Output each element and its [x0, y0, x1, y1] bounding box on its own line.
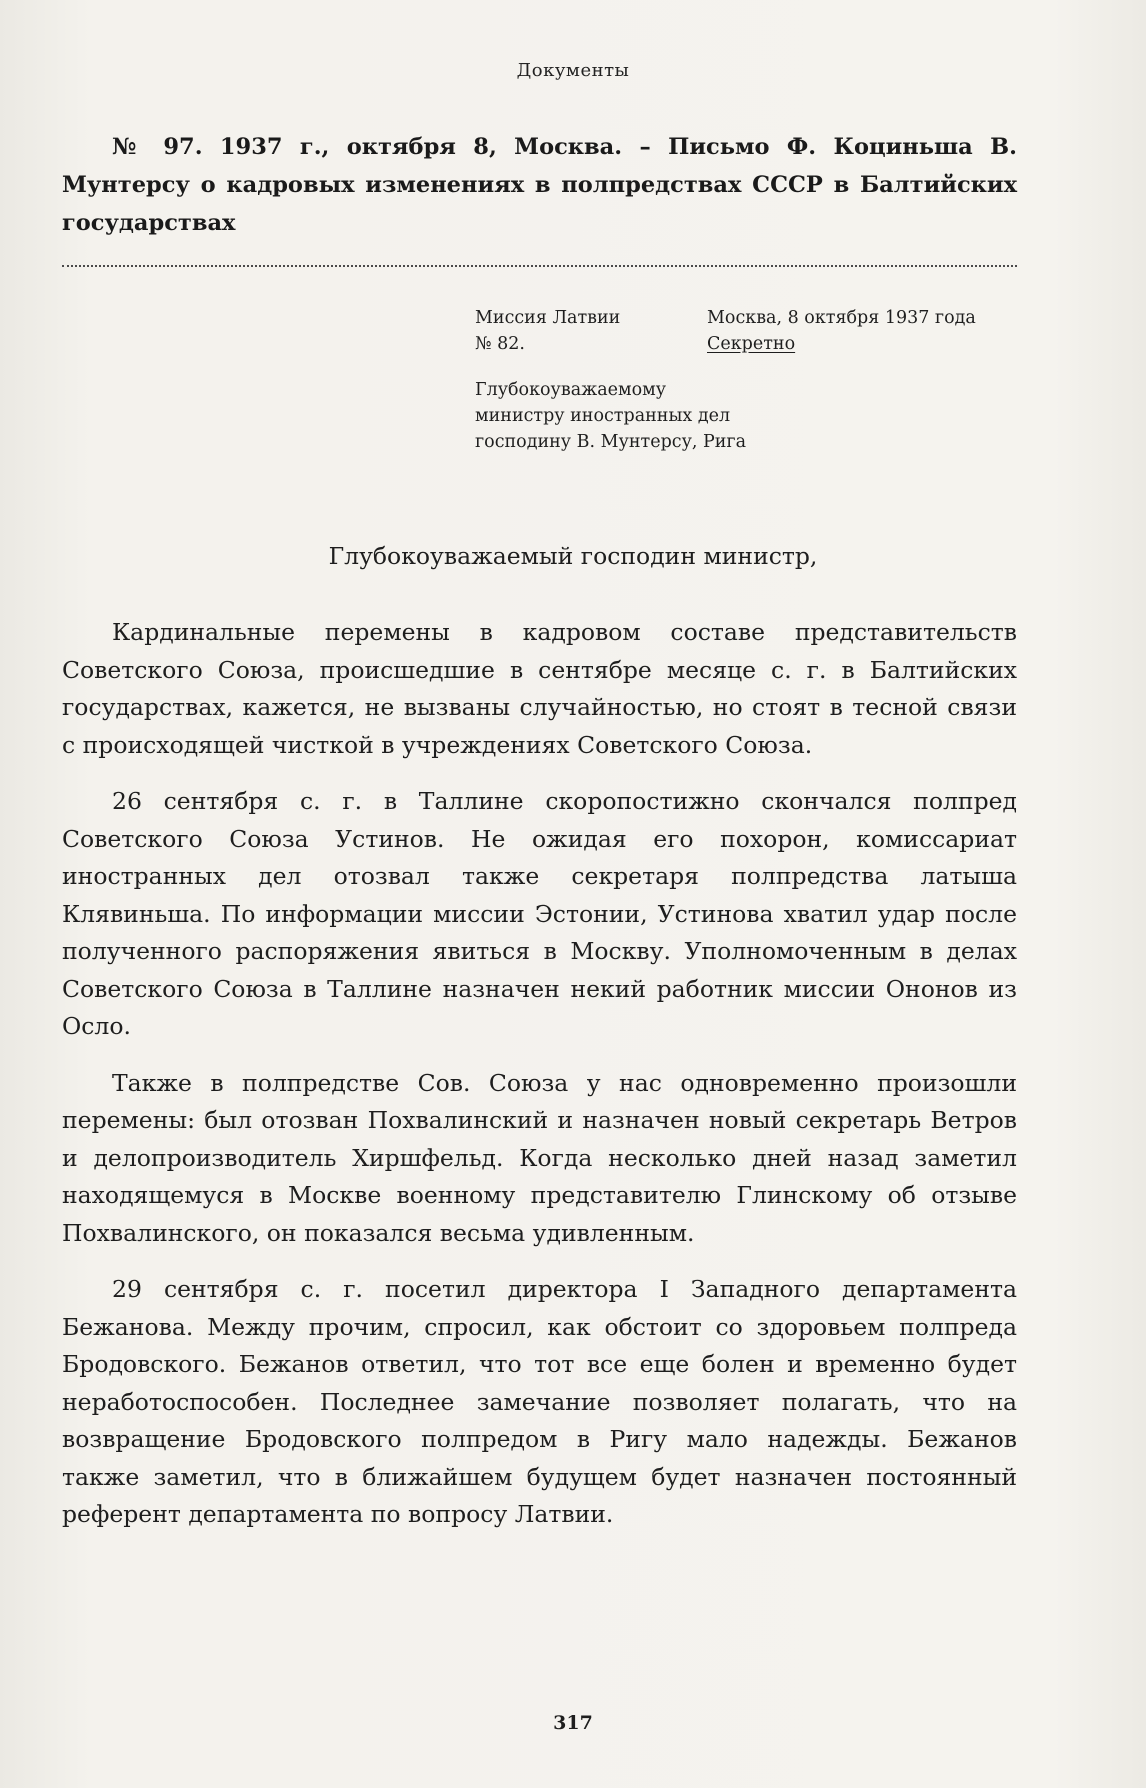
letter-number: № 82. [475, 334, 525, 354]
dotted-separator [62, 265, 1017, 267]
classification-mark: Секретно [707, 334, 796, 354]
letter-header [475, 305, 995, 455]
paragraph: Кардинальные перемены в кадровом составе представительств Советского Союза, происшедшие в сентябре месяце с. г. в Балтийских государствах, кажется, не вызваны случайностью, но стоят в тесной связи с происходящей чисткой в учреждениях Советского Союза. [62, 618, 1017, 759]
paragraph: 29 сентября с. г. посетил директора I Западного департамента Бежанова. Между прочим, спросил, как обстоит со здоровьем полпреда Бродовского. Бежанов ответил, что тот все еще болен и временно будет неработоспособен. Последнее замечание позволяет полагать, что на возвращение Бродовского полпредом в Ригу мало надежды. Бежанов также заметил, что в ближайшем будущем будет назначен постоянный референт департамента по вопросу Латвии. [62, 1275, 1017, 1528]
paragraph: 26 сентября с. г. в Таллине скоропостижно скончался полпред Советского Союза Устинов. Не ожидая его похорон, комиссариат иностранных дел отозвал также секретаря полпредства латыша Клявиньша. По информации миссии Эстонии, Устинова хватил удар после полученного распоряжения явиться в Москву. Уполномоченным в делах Советского Союза в Таллине назначен некий работник миссии Ононов из Осло. [62, 787, 1017, 1040]
addressee-block [475, 377, 995, 455]
addressee-line: господину В. Мунтерсу, Рига [475, 432, 747, 452]
addressee-line: министру иностранных дел [475, 406, 731, 426]
header-row-sender [475, 305, 995, 331]
paragraph: Также в полпредстве Сов. Союза у нас одновременно произошли перемены: был отозван Похвалинский и назначен новый секретарь Ветров и делопроизводитель Хиршфельд. Когда несколько дней назад заметил находящемуся в Москве военному представителю Глинскому об отзыве Похвалинского, он показался весьма удивленным. [62, 1068, 1017, 1247]
letter-body [62, 614, 1017, 1553]
document-title: № 97. 1937 г., октября 8, Москва. – Письмо Ф. Коциньша В. Мунтерсу о кадровых изменениях в полпредствах СССР в Балтийских государствах [62, 134, 1017, 236]
sender: Миссия Латвии [475, 308, 621, 328]
header-row-number [475, 331, 995, 357]
salutation: Глубокоуважаемый господин министр, [328, 542, 818, 570]
running-head: Документы [516, 60, 630, 81]
page-number: 317 [553, 1712, 593, 1734]
addressee-line: Глубокоуважаемому [475, 380, 667, 400]
place-date: Москва, 8 октября 1937 года [707, 308, 976, 328]
